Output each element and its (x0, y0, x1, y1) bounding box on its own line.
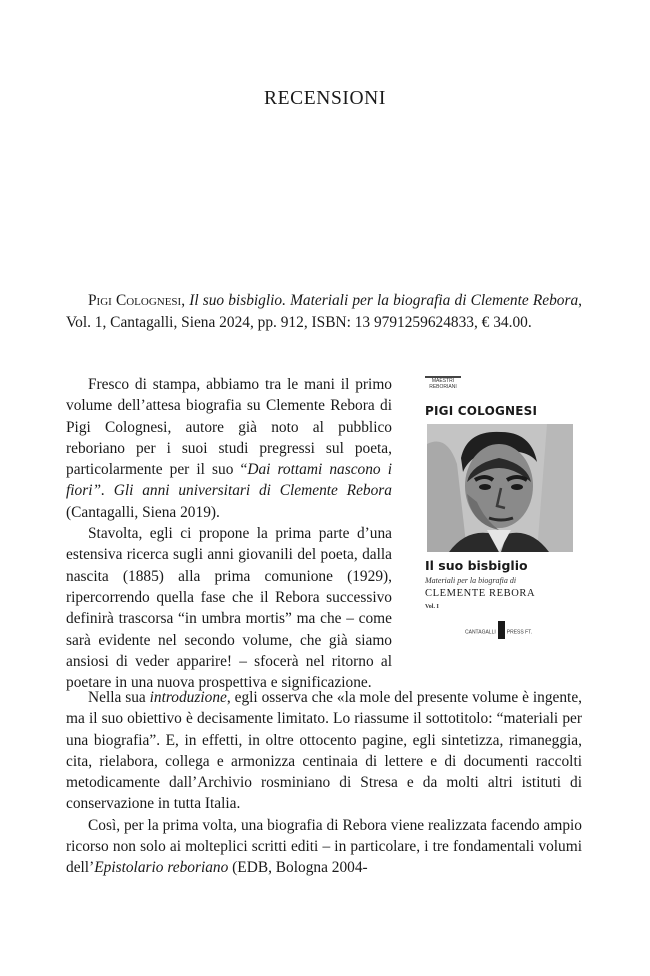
series-label: MAESTRI REBORIANI (429, 378, 457, 390)
review-text-upper (66, 374, 392, 693)
review-text-lower (66, 687, 582, 879)
paragraph-3: Nella sua introduzione, egli osserva che «la mole del presente volume è ingente, ma il suo obiettivo è decisamente limitato. Lo riassume il sottotitolo: “materiali per una biografia”. E, in effetti, in oltre ottocento pagine, egli sintetizza, rimaneggia, cita, rielabora, collega e armonizza centinaia di lettere e di documenti raccolti metodicamente dall’Archivio rosminiano di Stresa e da molti altri istituti di conservazione in tutta Italia. (66, 689, 582, 813)
paragraph-2: Stavolta, egli ci propone la prima parte d’una estensiva ricerca sugli anni giovanili del poeta, dalla nascita (1885) alla prima comunione (1929), ripercorrendo quella fase che il Rebora successivo definirà trascorsa “in umbra mortis” ma che – come sarà evidente nel secondo volume, che già siamo ansiosi di veder apparire! – sfocerà nel ritorno al poetare in una nuova prospettiva e significazione. (66, 525, 392, 692)
publisher-mark: CANTAGALLI PRESS FT. (465, 623, 532, 641)
page-title: RECENSIONI (264, 88, 386, 109)
paragraph-4: Così, per la prima volta, una biografia di Rebora viene realizzata facendo ampio ricorso non solo ai molteplici scritti editi – in particolare, i tre fondamentali volumi dell’Epistolario reboriano (EDB, Bologna 2004- (66, 816, 582, 877)
cover-subtitle: Materiali per la biografia di (425, 576, 517, 585)
publisher-block-icon (498, 621, 505, 639)
book-citation: Pigi Colognesi, Il suo bisbiglio. Materiali per la biografia di Clemente Rebora, Vol. 1, Cantagalli, Siena 2024, pp. 912, ISBN: 13 9791259624833, € 34.00. (66, 292, 583, 331)
series-logo (425, 376, 461, 390)
cover-subject-name: CLEMENTE REBORA (425, 588, 536, 599)
cover-author: PIGI COLOGNESI (425, 404, 538, 418)
portrait-illustration (427, 424, 573, 552)
paragraph-1: Fresco di stampa, abbiamo tra le mani il primo volume dell’attesa biografia su Clemente Rebora di Pigi Colognesi, autore già noto al pubblico reboriano per i suoi studi pregressi sul poeta, particolarmente per il suo “Dai rottami nascono i fiori”. Gli anni universitari di Clemente Rebora (Cantagalli, Siena 2019). (66, 376, 392, 521)
citation-title: Il suo bisbiglio. Materiali per la biografia di Clemente Rebora (189, 292, 579, 309)
author-portrait-image (427, 424, 573, 552)
cover-volume: Vol. I (425, 604, 439, 610)
book-cover (423, 376, 573, 646)
citation-details: , Vol. 1, Cantagalli, Siena 2024, pp. 912, ISBN: 13 9791259624833, € 34.00. (66, 292, 583, 331)
cover-title: Il suo bisbiglio (425, 558, 528, 573)
citation-author: Pigi Colognesi (88, 292, 182, 309)
